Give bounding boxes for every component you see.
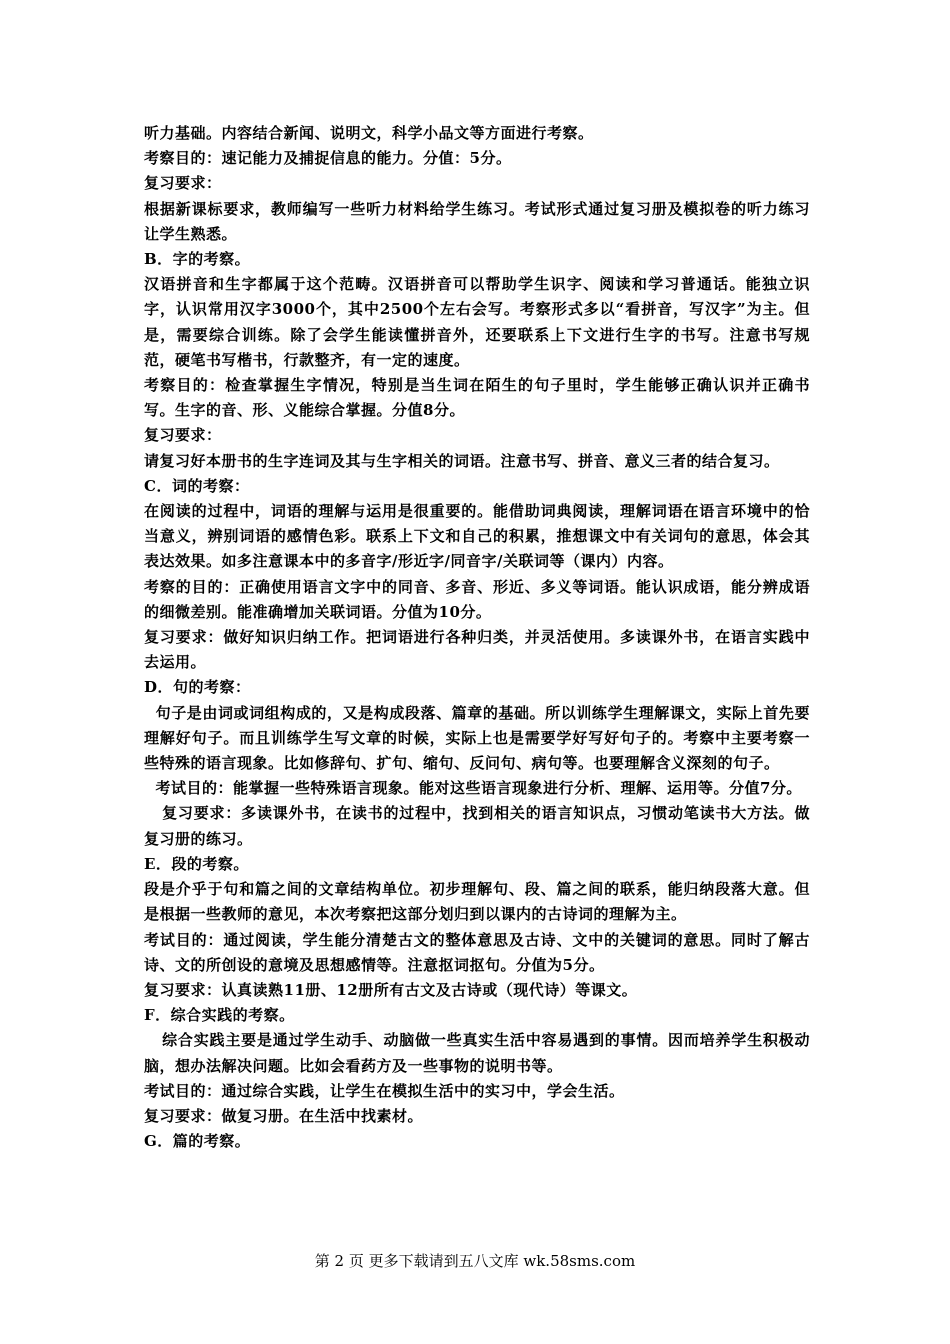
section-heading-e: E．段的考察。 (144, 854, 249, 873)
section-heading-g: G．篇的考察。 (144, 1132, 251, 1151)
page-footer: 第 2 页 更多下载请到五八文库 wk.58sms.com (314, 1252, 636, 1270)
paragraph-characters-goal: 考察目的：检查掌握生字情况，特别是当生词在陌生的句子里时，学生能够正确认识并正确书写。生字的音、形、义能综合掌握。分值8分。 (144, 376, 810, 420)
paragraph-sentences-review: 复习要求：多读课外书，在读书的过程中，找到相关的语言知识点，习惯动笔读书大方法。做复习册的练习。 (144, 804, 810, 848)
paragraph-characters-review: 请复习好本册书的生字连词及其与生字相关的词语。注意书写、拼音、意义三者的结合复习。 (144, 451, 780, 470)
section-heading-b: B．字的考察。 (144, 250, 251, 269)
paragraph-practice-goal: 考试目的：通过综合实践，让学生在模拟生活中的实习中，学会生活。 (144, 1081, 625, 1100)
paragraph-listening-review: 根据新课标要求，教师编写一些听力材料给学生练习。考试形式通过复习册及模拟卷的听力练习让学生熟悉。 (144, 199, 810, 243)
paragraph-passages-goal: 考试目的：通过阅读，学生能分清楚古文的整体意思及古诗、文中的关键词的意思。同时了解古诗、文的所创设的意境及思想感情等。注意抠词抠句。分值为5分。 (144, 930, 810, 974)
paragraph-listening-goal: 考察目的：速记能力及捕捉信息的能力。分值：5分。 (144, 149, 512, 168)
section-heading-d: D．句的考察： (144, 678, 251, 697)
document-body (144, 121, 810, 1154)
paragraph-sentences-goal: 考试目的：能掌握一些特殊语言现象。能对这些语言现象进行分析、理解、运用等。分值7分。 (144, 779, 802, 798)
paragraph-words-intro: 在阅读的过程中，词语的理解与运用是很重要的。能借助词典阅读，理解词语在语言环境中的恰当意义，辨别词语的感情色彩。联系上下文和自己的积累，推想课文中有关词句的意思，体会其表达效果。如多注意课本中的多音字/形近字/同音字/关联词等（课内）内容。 (144, 502, 810, 571)
paragraph-characters-review-heading: 复习要求： (144, 426, 222, 445)
paragraph-characters-intro: 汉语拼音和生字都属于这个范畴。汉语拼音可以帮助学生识字、阅读和学习普通话。能独立识字，认识常用汉字3000个，其中2500个左右会写。考察形式多以“看拼音，写汉字”为主。但是，需要综合训练。除了会学生能读懂拼音外，还要联系上下文进行生字的书写。注意书写规范，硬笔书写楷书，行款整齐，有一定的速度。 (144, 275, 810, 369)
paragraph-passages-intro: 段是介乎于句和篇之间的文章结构单位。初步理解句、段、篇之间的联系，能归纳段落大意。但是根据一些教师的意见，本次考察把这部分划归到以课内的古诗词的理解为主。 (144, 880, 810, 924)
paragraph-passages-review: 复习要求：认真读熟11册、12册所有古文及古诗或（现代诗）等课文。 (144, 980, 638, 999)
paragraph-listening-review-heading: 复习要求： (144, 174, 222, 193)
paragraph-listening-basis: 听力基础。内容结合新闻、说明文，科学小品文等方面进行考察。 (144, 124, 594, 142)
paragraph-practice-review: 复习要求：做复习册。在生活中找素材。 (144, 1106, 424, 1125)
paragraph-practice-intro: 综合实践主要是通过学生动手、动脑做一些真实生活中容易遇到的事情。因而培养学生积极动脑，想办法解决问题。比如会看药方及一些事物的说明书等。 (144, 1031, 810, 1075)
section-heading-c: C．词的考察： (144, 476, 250, 495)
paragraph-words-review: 复习要求：做好知识归纳工作。把词语进行各种归类，并灵活使用。多读课外书，在语言实践中去运用。 (144, 628, 810, 672)
section-heading-f: F．综合实践的考察。 (144, 1006, 295, 1025)
paragraph-sentences-intro: 句子是由词或词组构成的，又是构成段落、篇章的基础。所以训练学生理解课文，实际上首先要理解好句子。而且训练学生写文章的时候，实际上也是需要学好写好句子的。考察中主要考察一些特殊的语言现象。比如修辞句、扩句、缩句、反问句、病句等。也要理解含义深刻的句子。 (144, 703, 810, 773)
paragraph-words-goal: 考察的目的：正确使用语言文字中的同音、多音、形近、多义等词语。能认识成语，能分辨成语的细微差别。能准确增加关联词语。分值为10分。 (144, 577, 810, 621)
